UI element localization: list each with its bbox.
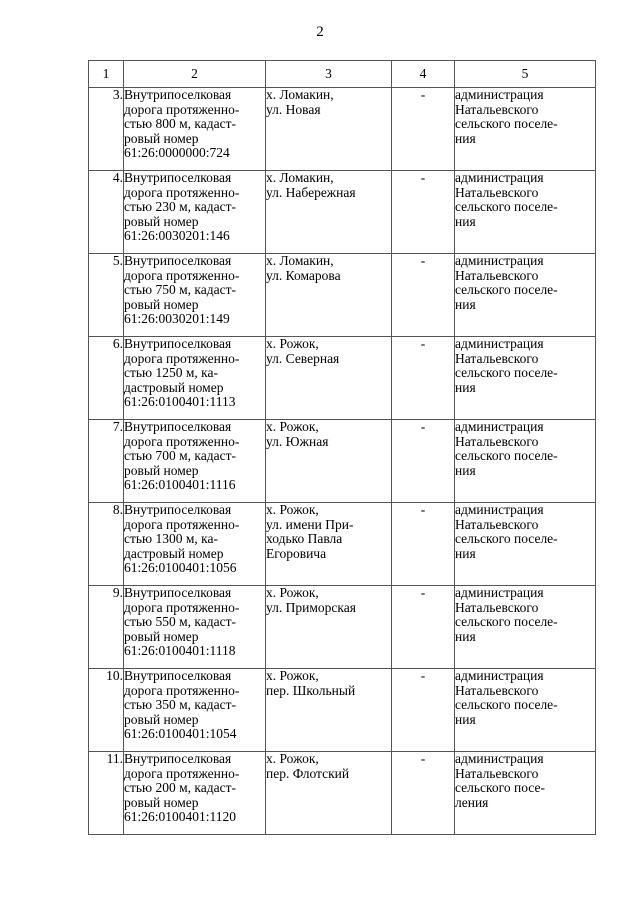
column-header-1: 1 xyxy=(89,61,124,88)
owner-organization-line: Натальевского xyxy=(455,516,539,532)
object-description xyxy=(124,88,266,171)
object-description xyxy=(124,586,266,669)
object-address-line: пер. Флотский xyxy=(266,765,350,781)
owner-organization xyxy=(455,254,596,337)
owner-organization-line: Натальевского xyxy=(455,433,539,449)
object-description-line: дастровый номер xyxy=(124,545,224,561)
column-header-3: 3 xyxy=(266,61,392,88)
object-description xyxy=(124,337,266,420)
object-description-line: стью 1300 м, ка- xyxy=(124,531,219,546)
column-4-value: - xyxy=(392,337,455,420)
owner-organization-line: Натальевского xyxy=(455,350,539,366)
object-description-line: стью 700 м, кадаст- xyxy=(124,448,237,463)
object-address-line: х. Рожок, xyxy=(266,419,319,434)
owner-organization xyxy=(455,171,596,254)
column-4-value: - xyxy=(392,254,455,337)
owner-organization-line: Натальевского xyxy=(455,682,539,698)
object-description-line: ровый номер xyxy=(124,213,199,229)
object-description-line: дорога протяженно- xyxy=(124,516,240,532)
row-number: 7. xyxy=(89,420,124,503)
object-description xyxy=(124,503,266,586)
object-description-line: ровый номер xyxy=(124,130,199,146)
object-description-line: дорога протяженно- xyxy=(124,267,240,283)
object-address-line: ул. Набережная xyxy=(266,184,356,200)
owner-organization-line: ния xyxy=(455,213,476,229)
object-description-line: ровый номер xyxy=(124,296,199,312)
object-address-line: пер. Школьный xyxy=(266,682,356,698)
owner-organization xyxy=(455,337,596,420)
owner-organization-line: Натальевского xyxy=(455,765,539,781)
object-description-line: 61:26:0100401:1118 xyxy=(124,643,236,658)
column-4-value: - xyxy=(392,503,455,586)
row-number: 4. xyxy=(89,171,124,254)
owner-organization-line: сельского посе- xyxy=(455,780,545,795)
owner-organization-line: администрация xyxy=(455,87,544,102)
object-description-line: ровый номер xyxy=(124,462,199,478)
table-body xyxy=(89,88,596,835)
object-description xyxy=(124,254,266,337)
column-4-value: - xyxy=(392,88,455,171)
object-description-line: Внутрипоселковая xyxy=(124,585,232,600)
table-row xyxy=(89,171,596,254)
object-address xyxy=(266,171,392,254)
owner-organization-line: сельского поселе- xyxy=(455,531,558,546)
column-header-4: 4 xyxy=(392,61,455,88)
object-address-line: х. Ломакин, xyxy=(266,170,334,185)
owner-organization-line: администрация xyxy=(455,170,544,185)
object-description-line: стью 350 м, кадаст- xyxy=(124,697,237,712)
table-row xyxy=(89,752,596,835)
object-description-line: стью 750 м, кадаст- xyxy=(124,282,237,297)
object-address-line: ул. Северная xyxy=(266,350,340,366)
object-description-line: 61:26:0030201:146 xyxy=(124,228,230,243)
owner-organization-line: администрация xyxy=(455,253,544,268)
object-description-line: дорога протяженно- xyxy=(124,350,240,366)
owner-organization-line: ния xyxy=(455,628,476,644)
object-description-line: дорога протяженно- xyxy=(124,184,240,200)
object-description-line: Внутрипоселковая xyxy=(124,502,232,517)
object-address xyxy=(266,752,392,835)
owner-organization xyxy=(455,88,596,171)
object-address xyxy=(266,420,392,503)
object-description-line: 61:26:0030201:149 xyxy=(124,311,230,326)
object-description-line: Внутрипоселковая xyxy=(124,336,232,351)
object-description-line: ровый номер xyxy=(124,711,199,727)
object-description-line: дорога протяженно- xyxy=(124,101,240,117)
object-address-line: х. Рожок, xyxy=(266,336,319,351)
owner-organization-line: администрация xyxy=(455,502,544,517)
object-description-line: Внутрипоселковая xyxy=(124,87,232,102)
object-address xyxy=(266,503,392,586)
table-row xyxy=(89,503,596,586)
object-description xyxy=(124,669,266,752)
object-description-line: 61:26:0100401:1120 xyxy=(124,809,237,824)
owner-organization-line: ния xyxy=(455,130,476,146)
column-header-5: 5 xyxy=(455,61,596,88)
object-description-line: дорога протяженно- xyxy=(124,682,240,698)
row-number: 10. xyxy=(89,669,124,752)
table-row xyxy=(89,337,596,420)
owner-organization xyxy=(455,420,596,503)
owner-organization-line: администрация xyxy=(455,668,544,683)
object-address-line: Егоровича xyxy=(266,545,327,561)
owner-organization-line: администрация xyxy=(455,585,544,600)
object-description-line: 61:26:0100401:1054 xyxy=(124,726,237,741)
object-description xyxy=(124,420,266,503)
object-description-line: 61:26:0100401:1116 xyxy=(124,477,236,492)
owner-organization xyxy=(455,586,596,669)
object-description-line: стью 1250 м, ка- xyxy=(124,365,219,380)
object-description-line: стью 800 м, кадаст- xyxy=(124,116,237,131)
object-description-line: стью 550 м, кадаст- xyxy=(124,614,237,629)
owner-organization-line: Натальевского xyxy=(455,184,539,200)
column-4-value: - xyxy=(392,669,455,752)
column-4-value: - xyxy=(392,752,455,835)
page-number: 2 xyxy=(316,24,324,40)
owner-organization-line: ния xyxy=(455,545,476,561)
object-address-line: ул. Комарова xyxy=(266,267,341,283)
owner-organization-line: администрация xyxy=(455,751,544,766)
object-address xyxy=(266,337,392,420)
object-address xyxy=(266,669,392,752)
object-description-line: стью 230 м, кадаст- xyxy=(124,199,237,214)
owner-organization xyxy=(455,752,596,835)
object-description-line: ровый номер xyxy=(124,794,199,810)
object-address-line: ул. Новая xyxy=(266,101,321,117)
owner-organization xyxy=(455,669,596,752)
owner-organization-line: администрация xyxy=(455,336,544,351)
table-row xyxy=(89,420,596,503)
column-4-value: - xyxy=(392,586,455,669)
table-header-row xyxy=(89,61,596,88)
owner-organization-line: ния xyxy=(455,379,476,395)
owner-organization-line: сельского поселе- xyxy=(455,448,558,463)
owner-organization-line: сельского поселе- xyxy=(455,365,558,380)
owner-organization-line: сельского поселе- xyxy=(455,282,558,297)
object-description-line: Внутрипоселковая xyxy=(124,253,232,268)
owner-organization-line: сельского поселе- xyxy=(455,199,558,214)
object-address-line: ул. Южная xyxy=(266,433,329,449)
owner-organization-line: сельского поселе- xyxy=(455,116,558,131)
table-row xyxy=(89,254,596,337)
object-description-line: дастровый номер xyxy=(124,379,224,395)
object-description-line: дорога протяженно- xyxy=(124,433,240,449)
table-row xyxy=(89,88,596,171)
object-address-line: х. Рожок, xyxy=(266,585,319,600)
object-description xyxy=(124,171,266,254)
column-4-value: - xyxy=(392,171,455,254)
owner-organization-line: ния xyxy=(455,462,476,478)
object-description-line: Внутрипоселковая xyxy=(124,170,232,185)
object-address-line: х. Рожок, xyxy=(266,668,319,683)
row-number: 5. xyxy=(89,254,124,337)
object-address xyxy=(266,88,392,171)
row-number: 8. xyxy=(89,503,124,586)
object-description-line: дорога протяженно- xyxy=(124,765,240,781)
object-address-line: х. Ломакин, xyxy=(266,253,334,268)
property-table xyxy=(88,60,596,835)
object-address-line: х. Рожок, xyxy=(266,502,319,517)
object-address-line: ул. Приморская xyxy=(266,599,356,615)
object-address-line: х. Рожок, xyxy=(266,751,319,766)
object-address-line: ул. имени При- xyxy=(266,516,354,532)
object-description-line: стью 200 м, кадаст- xyxy=(124,780,237,795)
owner-organization-line: ния xyxy=(455,711,476,727)
table-row xyxy=(89,669,596,752)
column-4-value: - xyxy=(392,420,455,503)
column-header-2: 2 xyxy=(124,61,266,88)
object-address xyxy=(266,586,392,669)
row-number: 6. xyxy=(89,337,124,420)
owner-organization-line: сельского поселе- xyxy=(455,697,558,712)
object-description-line: ровый номер xyxy=(124,628,199,644)
owner-organization-line: Натальевского xyxy=(455,101,539,117)
owner-organization-line: сельского поселе- xyxy=(455,614,558,629)
object-description-line: дорога протяженно- xyxy=(124,599,240,615)
object-description-line: 61:26:0100401:1056 xyxy=(124,560,237,575)
row-number: 9. xyxy=(89,586,124,669)
object-address-line: х. Ломакин, xyxy=(266,87,334,102)
owner-organization-line: ния xyxy=(455,296,476,312)
owner-organization xyxy=(455,503,596,586)
owner-organization-line: Натальевского xyxy=(455,599,539,615)
object-description-line: 61:26:0100401:1113 xyxy=(124,394,236,409)
object-address xyxy=(266,254,392,337)
owner-organization-line: Натальевского xyxy=(455,267,539,283)
owner-organization-line: администрация xyxy=(455,419,544,434)
object-address-line: ходько Павла xyxy=(266,531,343,546)
table-row xyxy=(89,586,596,669)
row-number: 11. xyxy=(89,752,124,835)
row-number: 3. xyxy=(89,88,124,171)
object-description-line: Внутрипоселковая xyxy=(124,751,232,766)
owner-organization-line: ления xyxy=(455,794,489,810)
object-description xyxy=(124,752,266,835)
object-description-line: Внутрипоселковая xyxy=(124,419,232,434)
object-description-line: 61:26:0000000:724 xyxy=(124,145,230,160)
object-description-line: Внутрипоселковая xyxy=(124,668,232,683)
